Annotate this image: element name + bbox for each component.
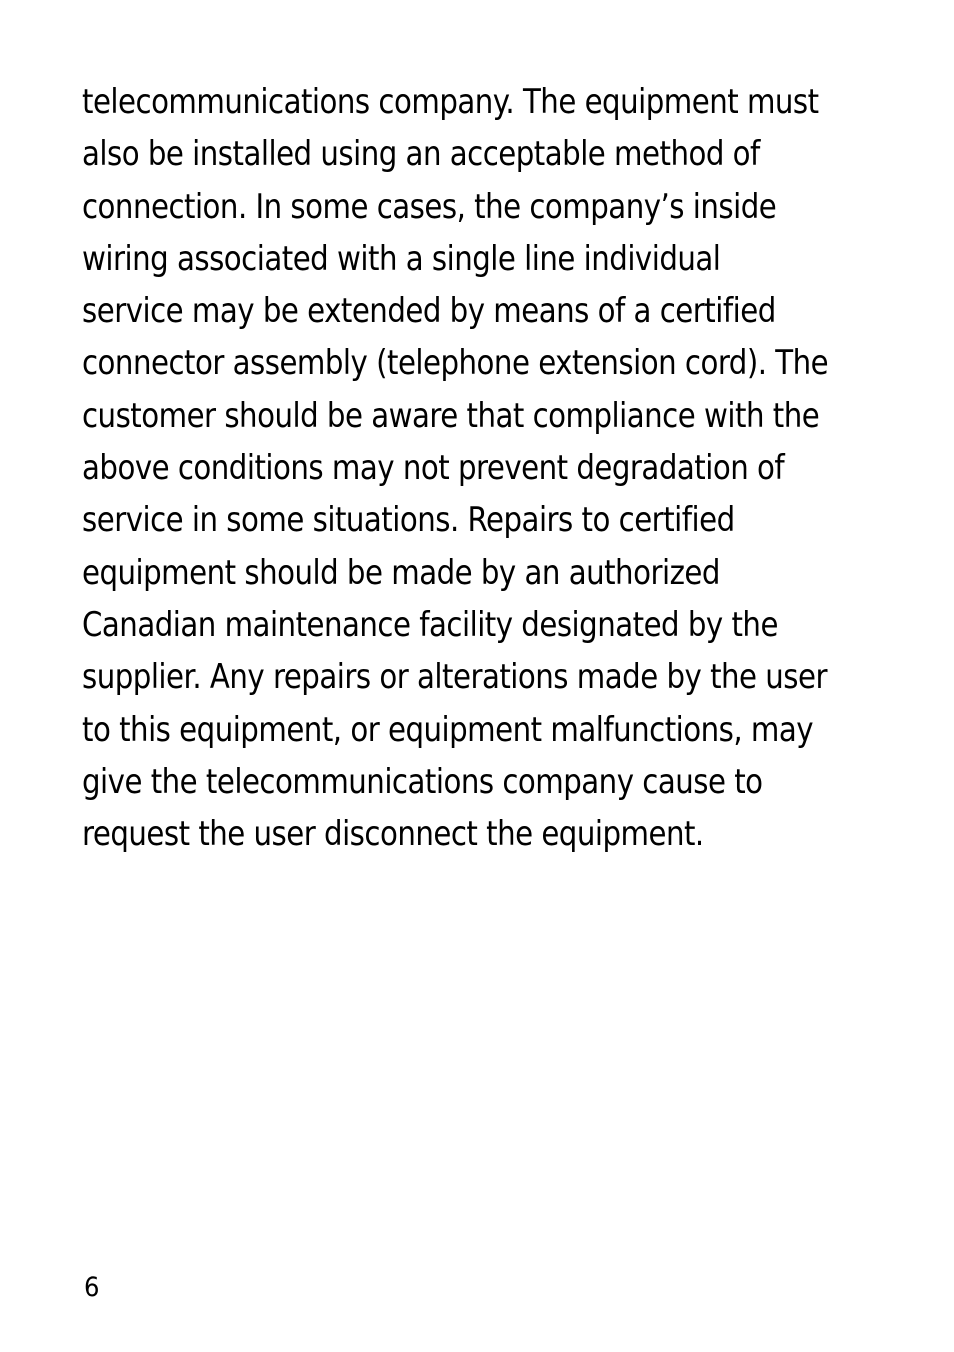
body-paragraph bbox=[82, 76, 829, 860]
paragraph-line: also be installed using an acceptable method of bbox=[82, 134, 760, 175]
paragraph-line: wiring associated with a single line individual bbox=[82, 238, 721, 279]
paragraph-line: to this equipment, or equipment malfunctions, may bbox=[82, 709, 814, 750]
paragraph-line: service in some situations. Repairs to certified bbox=[82, 500, 735, 541]
paragraph-line: telecommunications company. The equipment must bbox=[82, 82, 819, 122]
paragraph-line: Canadian maintenance facility designated by the bbox=[82, 604, 778, 645]
paragraph-line: give the telecommunications company cause to bbox=[82, 761, 763, 802]
paragraph-line: connection. In some cases, the company’s inside bbox=[82, 186, 777, 227]
page-number: 6 bbox=[84, 1272, 100, 1303]
paragraph-line: request the user disconnect the equipment. bbox=[82, 814, 704, 855]
paragraph-line: equipment should be made by an authorized bbox=[82, 552, 720, 593]
paragraph-line: customer should be aware that compliance with the bbox=[82, 395, 820, 436]
paragraph-line: supplier. Any repairs or alterations made by the user bbox=[82, 657, 828, 698]
paragraph-line: above conditions may not prevent degradation of bbox=[82, 448, 785, 489]
paragraph-line: connector assembly (telephone extension cord). The bbox=[82, 343, 829, 384]
paragraph-line: service may be extended by means of a certified bbox=[82, 291, 776, 332]
